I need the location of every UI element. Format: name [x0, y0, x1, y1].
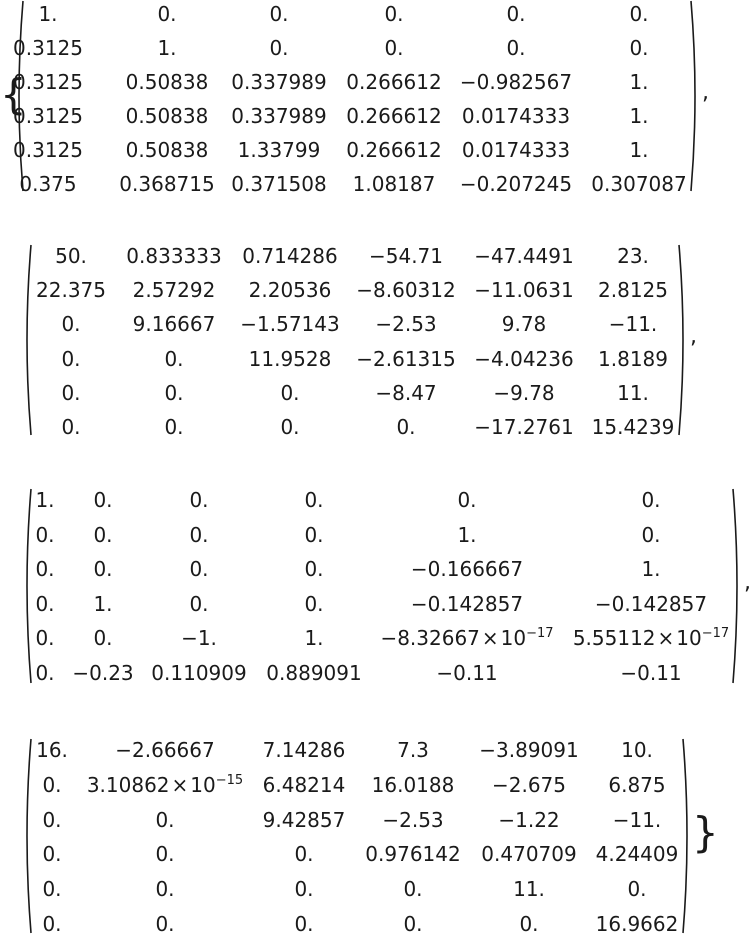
separator-comma: ,: [690, 324, 697, 349]
matrix-cell: 0.: [294, 842, 314, 867]
matrix-cell: 0.: [61, 346, 81, 371]
matrix-cell: −11.0631: [474, 278, 574, 303]
matrix-cell: 0.: [396, 415, 416, 439]
matrix-cell: 11.: [617, 380, 649, 405]
matrix-cell: −0.207245: [459, 172, 573, 196]
matrix-cell: 1.08187: [352, 172, 436, 196]
matrix-cell: 6.875: [608, 772, 666, 797]
matrix-cell: 0.: [164, 346, 184, 371]
matrix-cell: 0.3125: [13, 104, 83, 128]
matrix-cell: 1.: [457, 522, 477, 547]
matrix-cell: 0.: [35, 591, 55, 616]
matrix-cell: 0.: [280, 380, 300, 405]
matrix-cell: 0.: [93, 522, 113, 547]
matrix-cell: 0.: [457, 488, 477, 512]
matrix-cell: −8.60312: [356, 278, 456, 303]
matrix-cell: 16.0188: [371, 772, 455, 797]
matrix-cell: 0.: [61, 380, 81, 405]
right-paren: [690, 0, 700, 192]
left-paren: [22, 244, 32, 436]
matrix-cell: −1.22: [498, 807, 560, 832]
matrix-cell: −1.57143: [240, 312, 340, 337]
matrix-cell: 0.: [155, 807, 175, 832]
matrix-cell: 0.: [304, 557, 324, 582]
matrix-cell: 0.266612: [346, 138, 442, 162]
matrix-cell: 9.78: [501, 312, 547, 337]
matrix-cell: 16.9662: [595, 912, 679, 936]
matrix-cell: 1.: [157, 36, 177, 60]
matrix-cell: 0.: [641, 522, 661, 547]
matrix-cell: 0.: [269, 2, 289, 26]
matrix-cell: 0.: [42, 807, 62, 832]
matrix-cell: −0.142857: [410, 591, 524, 616]
matrix-cell: 0.0174333: [461, 138, 571, 162]
matrix-cell: 0.: [155, 842, 175, 867]
matrix-cell: 0.: [506, 2, 526, 26]
matrix-cell: 0.110909: [151, 661, 247, 685]
matrix-cell: 0.: [42, 772, 62, 797]
matrix-cell: 1.: [304, 626, 324, 651]
matrix-cell: 0.: [35, 626, 55, 651]
matrix-cell: −11.: [608, 312, 658, 337]
matrix-cell: 16.: [36, 738, 68, 762]
matrix-cell: 0.: [304, 522, 324, 547]
matrix-cell: 0.: [629, 2, 649, 26]
matrix-cell: 0.: [35, 522, 55, 547]
left-paren: [22, 738, 32, 934]
matrix-cell: 1.: [629, 138, 649, 162]
right-paren: [732, 488, 742, 684]
matrix-cell: −54.71: [368, 244, 444, 268]
matrix-cell: −17.2761: [474, 415, 574, 439]
matrix-cell: −0.11: [436, 661, 498, 685]
matrix-cell: 0.: [384, 2, 404, 26]
right-paren: [682, 738, 692, 934]
matrix-cell: 0.: [189, 488, 209, 512]
matrix-cell: 9.16667: [132, 312, 216, 337]
matrix-cell: 0.: [155, 912, 175, 936]
matrix-cell: 0.50838: [125, 70, 209, 94]
matrix-cell: 0.337989: [231, 70, 327, 94]
matrix-cell: 0.: [506, 36, 526, 60]
matrix-cell: 10.: [621, 738, 653, 762]
matrix-cell: −0.142857: [594, 591, 708, 616]
matrix-cell: 2.57292: [132, 278, 216, 303]
matrix-cell: −8.47: [375, 380, 437, 405]
matrix-cell: 0.: [189, 591, 209, 616]
matrix-cell: −0.11: [620, 661, 682, 685]
matrix-cell: 0.266612: [346, 104, 442, 128]
matrix-cell: 0.3125: [13, 36, 83, 60]
matrix-cell: $-8.32667 \times 10^{-17}$: [380, 626, 554, 651]
separator-comma: ,: [744, 570, 751, 595]
matrix-cell: −2.675: [491, 772, 567, 797]
matrix-cell: $5.55112 \times 10^{-17}$: [572, 626, 730, 651]
matrix-cell: 0.: [519, 912, 539, 936]
matrix-cell: 1.33799: [237, 138, 321, 162]
matrix-cell: −2.53: [382, 807, 444, 832]
matrix-cell: 0.: [189, 522, 209, 547]
matrix-cell: 0.: [42, 877, 62, 902]
matrix-cell: −4.04236: [474, 346, 574, 371]
matrix-cell: 23.: [617, 244, 649, 268]
matrix-cell: 0.: [61, 312, 81, 337]
matrix-cell: 0.: [403, 877, 423, 902]
matrix-cell: 2.8125: [598, 278, 668, 303]
matrix-cell: −2.53: [375, 312, 437, 337]
matrix-cell: 0.: [157, 2, 177, 26]
matrix-cell: 0.375: [19, 172, 77, 196]
matrix-cell: 0.337989: [231, 104, 327, 128]
matrix-cell: 6.48214: [262, 772, 346, 797]
matrix-cell: 11.9528: [248, 346, 332, 371]
matrix-cell: 0.: [304, 591, 324, 616]
matrix-cell: 0.: [35, 557, 55, 582]
matrix-cell: 1.: [35, 488, 55, 512]
matrix-cell: −2.61315: [356, 346, 456, 371]
matrix-cell: −0.23: [72, 661, 134, 685]
matrix-cell: 0.371508: [231, 172, 327, 196]
matrix-cell: 0.976142: [365, 842, 461, 867]
matrix-cell: 0.: [269, 36, 289, 60]
matrix-cell: 0.0174333: [461, 104, 571, 128]
matrix-cell: −11.: [612, 807, 662, 832]
matrix-cell: 15.4239: [591, 415, 675, 439]
matrix-cell: 50.: [55, 244, 87, 268]
matrix-cell: 0.833333: [126, 244, 222, 268]
right-paren: [678, 244, 688, 436]
matrix-cell: 0.3125: [13, 70, 83, 94]
matrix-cell: 0.: [627, 877, 647, 902]
matrix-cell: 0.50838: [125, 138, 209, 162]
matrix-cell: −0.166667: [410, 557, 524, 582]
matrix-cell: 1.: [93, 591, 113, 616]
matrix-cell: −47.4491: [474, 244, 574, 268]
matrix-cell: 0.: [93, 626, 113, 651]
matrix-cell: 0.: [42, 912, 62, 936]
left-paren: [22, 488, 32, 684]
matrix-cell: 0.3125: [13, 138, 83, 162]
matrix-cell: 0.714286: [242, 244, 338, 268]
matrix-cell: $3.10862 \times 10^{-15}$: [86, 772, 244, 797]
matrix-cell: 0.: [155, 877, 175, 902]
open-brace: {: [0, 70, 27, 119]
matrix-cell: 0.: [403, 912, 423, 936]
matrix-cell: 0.470709: [481, 842, 577, 867]
matrix-cell: −2.66667: [115, 738, 215, 762]
matrix-cell: 4.24409: [595, 842, 679, 867]
close-brace: }: [692, 808, 719, 857]
matrix-cell: 0.: [294, 877, 314, 902]
matrix-cell: 1.: [629, 104, 649, 128]
matrix-cell: 22.375: [36, 278, 106, 303]
matrix-cell: 0.: [294, 912, 314, 936]
matrix-cell: 1.: [38, 2, 58, 26]
matrix-cell: −0.982567: [459, 70, 573, 94]
matrix-cell: 1.: [629, 70, 649, 94]
matrix-cell: 0.: [93, 557, 113, 582]
matrix-cell: 0.: [93, 488, 113, 512]
matrix-cell: 9.42857: [262, 807, 346, 832]
matrix-cell: −9.78: [493, 380, 555, 405]
matrix-cell: 0.: [61, 415, 81, 439]
matrix-cell: 1.: [641, 557, 661, 582]
matrix-cell: 2.20536: [248, 278, 332, 303]
matrix-cell: 0.: [280, 415, 300, 439]
matrix-cell: 0.368715: [119, 172, 215, 196]
matrix-cell: 7.14286: [262, 738, 346, 762]
matrix-cell: 0.266612: [346, 70, 442, 94]
matrix-cell: 0.: [304, 488, 324, 512]
matrix-cell: 0.: [164, 415, 184, 439]
matrix-cell: 0.: [384, 36, 404, 60]
matrix-cell: 0.: [189, 557, 209, 582]
matrix-cell: 0.307087: [591, 172, 687, 196]
matrix-cell: 0.: [42, 842, 62, 867]
matrix-cell: −1.: [181, 626, 217, 651]
matrix-cell: 7.3: [397, 738, 429, 762]
matrix-cell: 0.: [641, 488, 661, 512]
matrix-cell: 11.: [513, 877, 545, 902]
matrix-cell: 0.889091: [266, 661, 362, 685]
matrix-cell: −3.89091: [479, 738, 579, 762]
matrix-cell: 0.50838: [125, 104, 209, 128]
separator-comma: ,: [702, 80, 709, 105]
matrix-cell: 1.8189: [598, 346, 668, 371]
matrix-cell: 0.: [164, 380, 184, 405]
matrix-cell: 0.: [35, 661, 55, 685]
matrix-cell: 0.: [629, 36, 649, 60]
